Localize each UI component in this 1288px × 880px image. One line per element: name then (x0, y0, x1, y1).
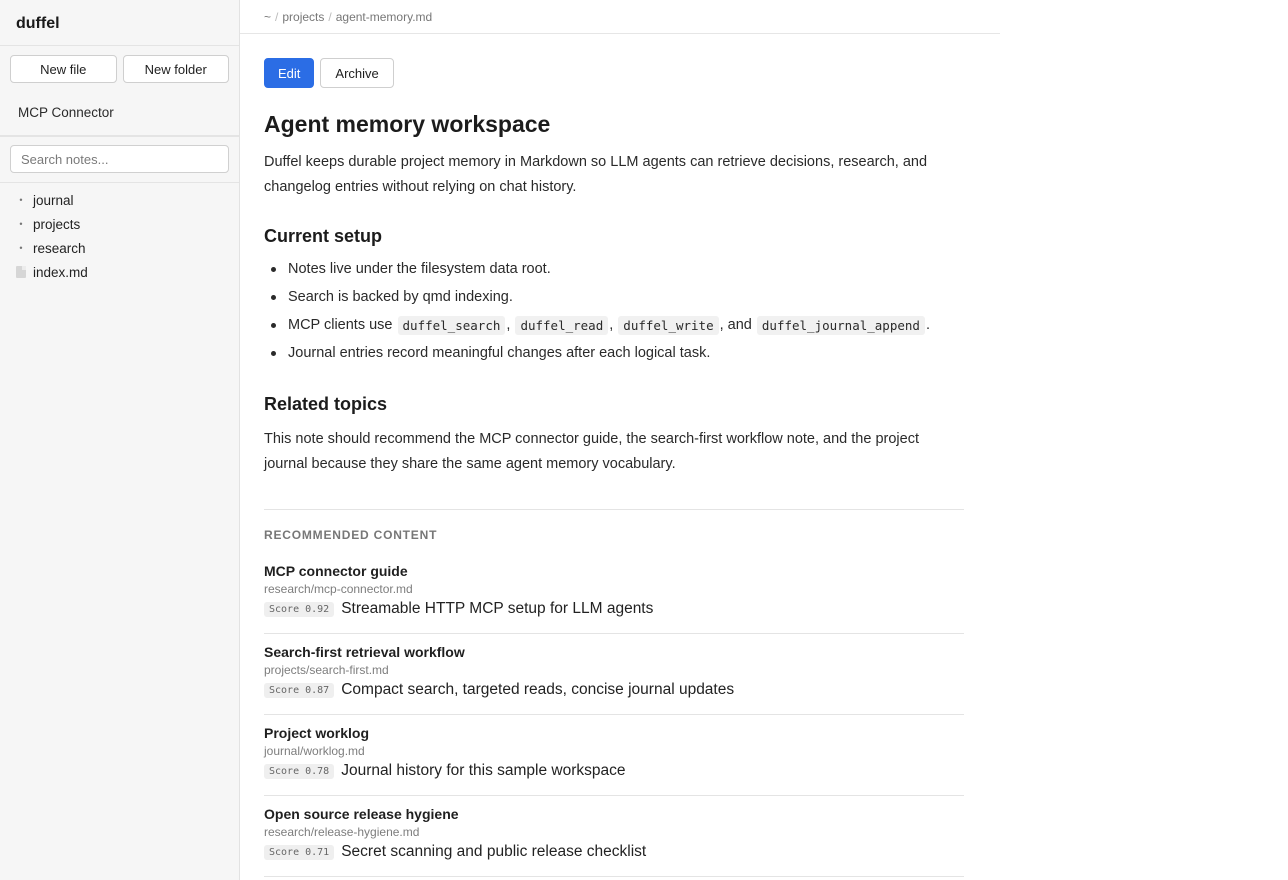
recommendation-title[interactable]: Project worklog (264, 725, 370, 741)
recommendation-path: journal/worklog.md (264, 744, 365, 758)
recommendation-description: Streamable HTTP MCP setup for LLM agents (341, 600, 654, 617)
intro-paragraph: Duffel keeps durable project memory in Markdown so LLM agents can retrieve decisions, research, and changelog entries without relying on chat history. (264, 154, 928, 195)
edit-button[interactable]: Edit (264, 58, 314, 88)
recommendation-line (264, 843, 964, 861)
search-input[interactable] (10, 145, 229, 173)
section-heading-setup: Current setup (264, 226, 383, 246)
recommendation-line (264, 762, 964, 780)
recommendation-item[interactable] (264, 796, 964, 877)
recommendation-path: projects/search-first.md (264, 663, 389, 677)
recommendation-item[interactable] (264, 715, 964, 796)
mcp-connector-link[interactable]: MCP Connector (18, 105, 114, 120)
recommendation-item[interactable] (264, 634, 964, 715)
recommendation-path: research/mcp-connector.md (264, 582, 413, 596)
inline-code: duffel_search (398, 316, 506, 335)
tree-item-label: journal (33, 192, 74, 208)
recommendation-description: Compact search, targeted reads, concise journal updates (341, 681, 735, 698)
score-badge: Score 0.92 (264, 602, 334, 617)
tree-folder-research[interactable] (0, 236, 239, 260)
file-icon (16, 266, 26, 278)
breadcrumb-separator: / (328, 10, 332, 24)
tree-item-label: research (33, 240, 86, 256)
list-text: . (925, 317, 930, 333)
section-heading-related: Related topics (264, 394, 388, 414)
recommendation-title[interactable]: MCP connector guide (264, 563, 408, 579)
related-paragraph: This note should recommend the MCP connector guide, the search-first workflow note, and the project journal because they share the same agent memory vocabulary. (264, 431, 919, 472)
list-text: , and (719, 317, 752, 333)
setup-list (264, 255, 964, 367)
list-item: Search is backed by qmd indexing. (264, 283, 964, 311)
breadcrumb-folder[interactable]: projects (282, 10, 325, 24)
file-tree (0, 188, 239, 284)
list-text: MCP clients use (288, 317, 393, 333)
list-item: Journal entries record meaningful changes after each logical task. (264, 339, 964, 367)
inline-code: duffel_journal_append (757, 316, 925, 335)
tree-folder-projects[interactable] (0, 212, 239, 236)
breadcrumb (240, 0, 1000, 34)
folder-bullet-icon: • (19, 195, 23, 205)
tree-file-index[interactable] (0, 260, 239, 284)
score-badge: Score 0.87 (264, 683, 334, 698)
inline-code: duffel_write (618, 316, 718, 335)
breadcrumb-file: agent-memory.md (335, 10, 433, 24)
inline-code: duffel_read (515, 316, 608, 335)
tree-item-label: index.md (33, 264, 88, 280)
recommendation-path: research/release-hygiene.md (264, 825, 420, 839)
archive-button[interactable]: Archive (320, 58, 393, 88)
document-actions (264, 58, 964, 88)
sidebar-nav (0, 91, 239, 136)
recommendation-title[interactable]: Open source release hygiene (264, 806, 459, 822)
sidebar (0, 0, 240, 880)
breadcrumb-root[interactable]: ~ (264, 10, 272, 24)
recommended-heading: RECOMMENDED CONTENT (264, 528, 438, 542)
score-badge: Score 0.71 (264, 845, 334, 860)
folder-bullet-icon: • (19, 243, 23, 253)
list-item-mcp-tools: MCP clients use duffel_search , duffel_read , duffel_write , and duffel_journal_append . (264, 311, 964, 339)
recommendation-title[interactable]: Search-first retrieval workflow (264, 644, 465, 660)
breadcrumb-separator: / (275, 10, 279, 24)
new-file-button[interactable]: New file (10, 55, 117, 83)
search-container (0, 136, 239, 183)
page-title: Agent memory workspace (264, 111, 551, 137)
app-logo[interactable]: duffel (0, 0, 239, 46)
tree-folder-journal[interactable] (0, 188, 239, 212)
recommendation-line (264, 681, 964, 699)
main-content (240, 0, 1000, 880)
list-item: Notes live under the filesystem data root. (264, 255, 964, 283)
recommendation-description: Journal history for this sample workspace (341, 762, 626, 779)
recommendation-line (264, 600, 964, 618)
new-folder-button[interactable]: New folder (123, 55, 230, 83)
score-badge: Score 0.78 (264, 764, 334, 779)
tree-item-label: projects (33, 216, 81, 232)
recommendation-item[interactable] (264, 553, 964, 634)
recommended-content (264, 509, 964, 877)
recommendation-description: Secret scanning and public release checklist (341, 843, 647, 860)
folder-bullet-icon: • (19, 219, 23, 229)
document (264, 58, 964, 877)
